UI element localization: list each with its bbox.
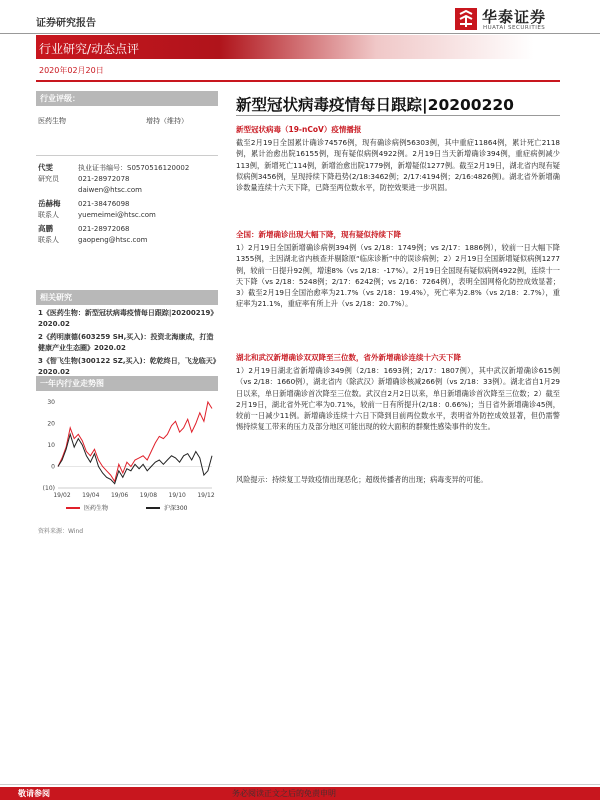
logo-chinese: 华泰证券 [482,8,547,26]
analyst-cert: 执业证书编号：S0570516120002 [78,164,190,172]
related-heading: 相关研究 [36,290,218,305]
divider [36,155,218,156]
analyst-email[interactable]: yuemeimei@htsc.com [78,211,156,219]
y-tick-label: 30 [47,399,55,406]
huatai-logo-icon [455,8,477,30]
footer-right: 务必阅读正文之后的免责申明 [232,789,336,798]
divider [0,784,600,785]
rating-value: 增持（维持） [146,117,188,125]
analyst-name: 代雯 [38,163,53,172]
analyst-role: 联系人 [38,211,59,219]
risk-warning: 风险提示：持续复工导致疫情出现恶化；超级传播者的出现；病毒变异的可能。 [236,475,488,484]
page-title: 新型冠状病毒疫情每日跟踪|20200220 [236,96,514,114]
chart-heading: 一年内行业走势图 [36,376,218,391]
x-tick-label: 19/04 [82,492,100,499]
analyst-email[interactable]: gaopeng@htsc.com [78,236,148,244]
x-tick-label: 19/02 [53,492,71,499]
x-tick-label: 19/08 [139,492,158,499]
analyst-name: 高鹏 [38,224,53,233]
document-type: 证券研究报告 [36,18,96,29]
x-tick-label: 19/06 [110,492,129,499]
divider [0,33,600,34]
analyst-phone: 021-28972078 [78,175,130,183]
report-date: 2020年02月20日 [39,66,104,75]
analyst-phone: 021-28972068 [78,225,130,233]
chart-source: 资料来源：Wind [38,528,84,535]
analyst-role: 研究员 [38,175,59,183]
logo-english: HUATAI SECURITIES [483,25,546,31]
section-title: 湖北和武汉新增确诊双双降至三位数，省外新增确诊连续十六天下降 [236,353,461,362]
rating-heading: 行业评级： [36,91,218,106]
divider [36,80,560,82]
related-item[interactable]: 3《智飞生物(300122 SZ,买入)：乾乾终日，飞龙临天》2020.02 [38,357,217,376]
series-line-0 [58,402,212,482]
analyst-email[interactable]: daiwen@htsc.com [78,186,142,194]
analyst-name: 岳赫梅 [38,199,61,208]
footer-left: 敬请参阅 [18,789,50,798]
section-title: 全国：新增确诊出现大幅下降，现有疑似持续下降 [236,230,401,239]
related-item[interactable]: 2《药明康德(603259 SH,买入)：投资北海康成，打造健康产业生态圈》2020.02 [38,333,214,352]
related-item[interactable]: 1《医药生物：新型冠状病毒疫情每日跟踪|20200219》2020.02 [38,309,218,328]
x-tick-label: 19/10 [168,492,186,499]
industry-trend-chart [36,396,218,516]
rating-industry: 医药生物 [38,117,66,125]
y-tick-label: 0 [51,463,55,471]
related-list [38,308,218,378]
legend-label: 医药生物 [84,505,109,512]
section-body: 1）2月19日全国新增确诊病例394例（vs 2/18：1749例；vs 2/17：1886例），较前一日大幅下降1355例，主因湖北省内核查并剔除原“临床诊断”中的误诊病例；2）2月19日全国新增疑似病例1277例，较前一日提升92例，增速8%（vs 2/18：-17%）。2月19日全国现有疑似病例4922例，连续十一天下降（vs 2/18：5248例；2/17：6242例；vs 2/16：7264例），表明全国网格化防控成效显著；3）截至2月19日全国治愈率为21.7%（vs 2/18：19.4%），死亡率为2.8%（vs 2/18：2.7%），重症率为21.1%，重症率有所上升（vs 2/18：20.7%）。 [236,243,560,309]
legend-label: 沪深300 [164,505,188,512]
y-tick-label: 10 [47,442,55,449]
x-tick-label: 19/12 [197,492,215,499]
series-line-1 [58,434,212,483]
section-body: 1）2月19日湖北省新增确诊349例（2/18：1693例；2/17：1807例），其中武汉新增确诊615例（vs 2/18：1660例），湖北省内（除武汉）新增确诊核减266例（vs 2/18：33例）。湖北省自1月29日以来，单日新增确诊首次降至三位数。武汉自2月2日以来，单日新增确诊首次降至三位数；2）截至2月19日，湖北省外死亡率为0.71%，较前一日有所提升(2/18：0.66%)；当日省外新增确诊45例，较前一日减少11例。新增确诊连续十六日下降到目前两位数水平，表明省外防控成效显著，但仍需警惕持续复工带来的压力及部分地区可能出现的较大面积的群聚性感染事件的发生。 [236,366,560,432]
analyst-phone: 021-38476098 [78,200,130,208]
report-category: 行业研究/动态点评 [39,42,140,56]
section-title: 新型冠状病毒（19-nCoV）疫情播报 [236,125,362,134]
divider [236,115,560,116]
analyst-role: 联系人 [38,236,59,244]
y-tick-label: 20 [47,420,55,428]
section-body: 截至2月19日全国累计确诊74576例，现有确诊病例56303例，其中重症11864例，累计死亡2118例，累计治愈出院16155例，现有疑似病例4922例。2月19日当天新增确诊394例，重症病例减少113例，新增死亡114例，新增治愈出院1779例，新增疑似1277例。截至2月19日，湖北省内现有疑似病例3456例，呈现持续下降趋势(2/18:3462例；2/17:4194例；2/16:4826例)。湖北省外新增确诊数量连续十六天下降，已降至两位数水平，防控效果进一步巩固。 [236,138,560,193]
analyst-block [38,162,218,246]
y-tick-label: (10) [42,485,55,492]
